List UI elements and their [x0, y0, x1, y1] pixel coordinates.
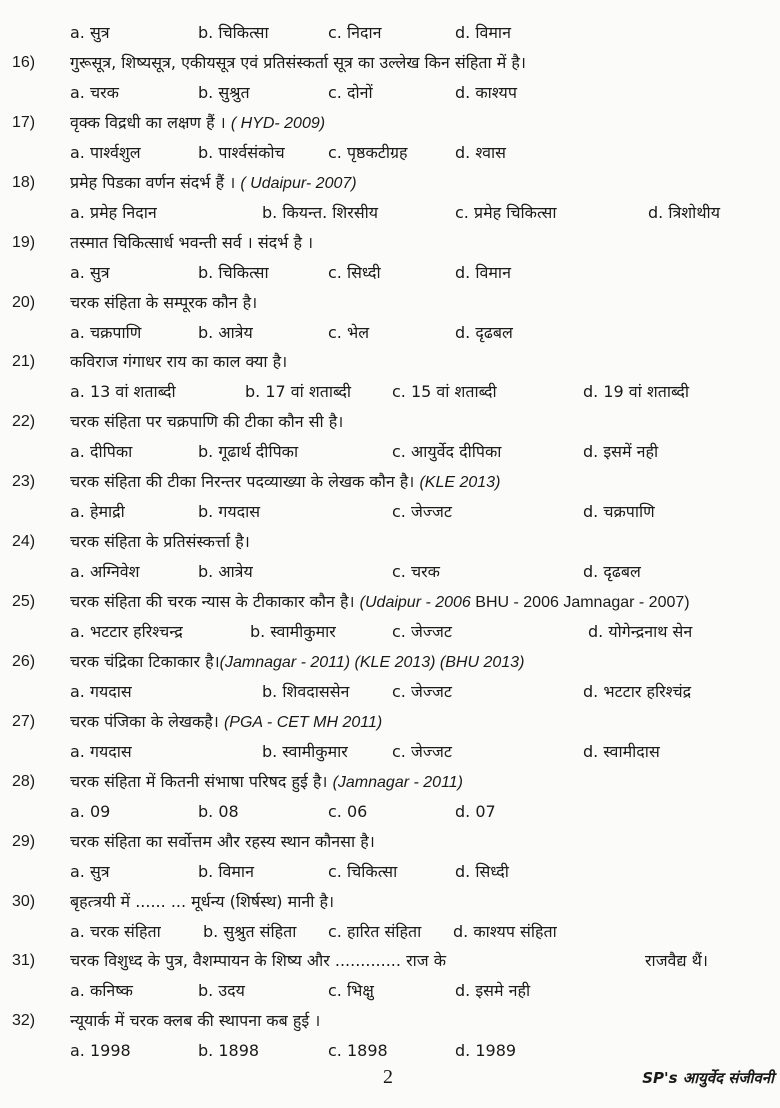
answer-option: b. 08 — [198, 801, 239, 821]
answer-option: b. सुश्रुत संहिता — [203, 921, 297, 941]
question-number: 28) — [12, 772, 36, 790]
exam-reference: (Jamnagar - 2011) (KLE 2013) (BHU 2013) — [219, 653, 525, 671]
question-body: न्यूयार्क में चरक क्लब की स्थापना कब हुई । — [70, 1011, 321, 1031]
answer-option: c. भेल — [328, 322, 370, 342]
answer-option: b. विमान — [198, 861, 254, 881]
answer-option: b. स्वामीकुमार — [262, 741, 348, 761]
answer-option: b. आत्रेय — [198, 562, 253, 582]
answer-option: d. 19 वां शताब्दी — [583, 382, 690, 402]
question-number: 30) — [12, 892, 36, 910]
answer-option: c. आयुर्वेद दीपिका — [392, 442, 502, 462]
answer-option: d. चक्रपाणि — [583, 502, 655, 522]
question-row — [0, 48, 780, 78]
exam-reference: (KLE 2013) — [419, 474, 501, 492]
options-row — [0, 737, 780, 767]
options-row — [0, 797, 780, 827]
question-row — [0, 647, 780, 677]
answer-option: d. इसमे नही — [455, 981, 531, 1001]
answer-option: b. आत्रेय — [198, 322, 253, 342]
answer-option: c. हारित संहिता — [328, 921, 422, 941]
options-row — [0, 437, 780, 467]
options-row — [0, 617, 780, 647]
answer-option: a. पार्श्वशुल — [70, 142, 141, 162]
answer-option: a. 09 — [70, 801, 111, 821]
answer-option: d. सिध्दी — [455, 861, 509, 881]
options-row — [0, 78, 780, 108]
question-text — [70, 288, 257, 318]
question-row — [0, 887, 780, 917]
answer-option: a. अग्निवेश — [70, 562, 140, 582]
question-number: 18) — [12, 173, 36, 191]
answer-option: a. प्रमेह निदान — [70, 202, 157, 222]
answer-option: c. चरक — [392, 562, 440, 582]
question-row — [0, 168, 780, 198]
options-row — [0, 198, 780, 228]
question-number: 21) — [12, 353, 36, 371]
question-row — [0, 827, 780, 857]
question-row — [0, 228, 780, 258]
answer-option: d. काश्यप संहिता — [453, 921, 557, 941]
question-text — [70, 407, 343, 437]
answer-option: c. निदान — [328, 23, 382, 42]
answer-option: c. दोनों — [328, 82, 373, 102]
answer-option: c. भिक्षु — [328, 981, 374, 1001]
question-row — [0, 527, 780, 557]
answer-option: d. 07 — [455, 801, 496, 821]
answer-option: a. 13 वां शताब्दी — [70, 382, 176, 402]
question-number: 23) — [12, 473, 36, 491]
answer-option: b. 17 वां शताब्दी — [245, 382, 352, 402]
question-body: चरक संहिता की टीका निरन्तर पदव्याख्या के लेखक कौन है। — [70, 472, 420, 492]
question-number: 27) — [12, 712, 36, 730]
question-number: 22) — [12, 413, 36, 431]
answer-option: b. कियन्त. शिरसीय — [262, 202, 379, 222]
question-text — [70, 527, 250, 557]
options-row — [0, 976, 780, 1006]
answer-option: c. चिकित्सा — [328, 861, 398, 881]
question-number: 24) — [12, 533, 36, 551]
question-number: 25) — [12, 593, 36, 611]
question-row — [0, 767, 780, 797]
answer-option: b. चिकित्सा — [198, 262, 269, 282]
answer-option: c. जेज्जट — [392, 622, 452, 641]
question-number: 26) — [12, 652, 36, 670]
question-text-tail: राजवैद्य थैं। — [645, 951, 708, 971]
answer-option: b. शिवदाससेन — [262, 681, 350, 701]
answer-option: d. विमान — [455, 262, 511, 282]
answer-option: d. दृढबल — [455, 322, 513, 342]
options-row — [0, 318, 780, 348]
question-body: बृहत्त्रयी में ...... ... मूर्धन्य (शिर्षस्थ) मानी है। — [70, 891, 335, 911]
question-text — [70, 827, 375, 857]
question-body: चरक संहिता की चरक न्यास के टीकाकार कौन है। — [70, 592, 360, 612]
question-row — [0, 1006, 780, 1036]
question-number: 19) — [12, 233, 36, 251]
answer-option: a. सुत्र — [70, 23, 110, 42]
answer-option: c. 15 वां शताब्दी — [392, 382, 497, 402]
question-body: चरक संहिता में कितनी संभाषा परिषद हुई है। — [70, 771, 333, 791]
question-text — [70, 647, 524, 678]
question-row — [0, 467, 780, 497]
answer-option: a. कनिष्क — [70, 981, 133, 1001]
answer-option: a. चरक — [70, 82, 119, 102]
question-body: चरक संहिता के सम्पूरक कौन है। — [70, 292, 258, 312]
answer-option: a. हेमाद्री — [70, 502, 125, 522]
question-text — [70, 48, 526, 78]
options-row — [0, 917, 780, 947]
question-row — [0, 587, 780, 617]
question-body: चरक संहिता के प्रतिसंस्कर्त्ता है। — [70, 532, 250, 552]
answer-option: c. 1898 — [328, 1041, 388, 1061]
question-body: चरक चंद्रिका टिकाकार है। — [70, 651, 220, 671]
question-number: 32) — [12, 1012, 36, 1030]
exam-reference: ( Udaipur- 2007) — [240, 174, 357, 192]
options-row — [0, 557, 780, 587]
answer-option: c. जेज्जट — [392, 502, 452, 522]
exam-reference-extra: BHU - 2006 Jamnagar - 2007) — [470, 594, 690, 612]
answer-option: d. 1989 — [455, 1041, 517, 1061]
answer-option: a. सुत्र — [70, 861, 110, 881]
question-body: चरक संहिता पर चक्रपाणि की टीका कौन सी है। — [70, 412, 344, 432]
options-row — [0, 377, 780, 407]
answer-option: d. योगेन्द्रनाथ सेन — [588, 622, 693, 641]
question-text — [70, 347, 287, 377]
question-text — [70, 228, 313, 258]
question-text — [70, 467, 500, 498]
answer-option: c. 06 — [328, 801, 368, 821]
answer-option: a. दीपिका — [70, 442, 133, 462]
answer-option: a. 1998 — [70, 1041, 131, 1061]
answer-option: a. भटटार हरिश्चन्द्र — [70, 622, 183, 641]
options-row — [0, 857, 780, 887]
question-body: वृक्क विद्रधी का लक्षण हैं । — [70, 112, 231, 132]
answer-option: b. सुश्रुत — [198, 82, 250, 102]
answer-option: b. पार्श्वसंकोच — [198, 142, 285, 162]
answer-option: b. स्वामीकुमार — [250, 622, 336, 641]
answer-option: a. गयदास — [70, 741, 132, 761]
options-row — [0, 497, 780, 527]
answer-option: d. श्वास — [455, 142, 506, 162]
exam-reference: ( HYD- 2009) — [230, 114, 326, 132]
question-body: गुरूसूत्र, शिष्यसूत्र, एकीयसूत्र एवं प्रतिसंस्कर्ता सूत्र का उल्लेख किन संहिता में है। — [70, 52, 526, 72]
question-body: चरक पंजिका के लेखकहै। — [70, 711, 224, 731]
answer-option: a. चरक संहिता — [70, 921, 161, 941]
question-row — [0, 946, 780, 976]
question-row — [0, 108, 780, 138]
answer-option: b. उदय — [198, 981, 245, 1001]
question-text — [70, 587, 690, 618]
answer-option: a. चक्रपाणि — [70, 322, 142, 342]
question-row — [0, 407, 780, 437]
question-number: 17) — [12, 113, 36, 131]
answer-option: b. चिकित्सा — [198, 23, 269, 42]
exam-reference: (Jamnagar - 2011) — [332, 773, 464, 791]
question-text — [70, 1006, 320, 1036]
question-number: 29) — [12, 832, 36, 850]
question-row — [0, 288, 780, 318]
answer-option: d. स्वामीदास — [583, 741, 660, 761]
answer-option: b. 1898 — [198, 1041, 260, 1061]
answer-option: c. जेज्जट — [392, 741, 452, 761]
question-number: 31) — [12, 952, 36, 970]
options-row — [0, 138, 780, 168]
options-row — [0, 258, 780, 288]
answer-option: c. जेज्जट — [392, 681, 452, 701]
question-text — [70, 168, 357, 199]
options-row — [0, 1036, 780, 1066]
question-text — [70, 767, 463, 798]
question-body: चरक संहिता का सर्वोत्तम और रहस्य स्थान कौनसा है। — [70, 831, 375, 851]
answer-option: d. दृढबल — [583, 562, 641, 582]
question-row — [0, 347, 780, 377]
question-number: 16) — [12, 53, 36, 71]
question-text — [70, 887, 334, 917]
question-text — [70, 108, 325, 139]
answer-option: a. सुत्र — [70, 262, 110, 282]
answer-option: d. विमान — [455, 23, 511, 42]
answer-option: c. पृष्ठकटीग्रह — [328, 142, 408, 162]
answer-option: c. प्रमेह चिकित्सा — [455, 202, 557, 222]
question-text — [70, 946, 446, 976]
exam-reference: (PGA - CET MH 2011) — [223, 713, 383, 731]
question-row — [0, 707, 780, 737]
options-row — [0, 677, 780, 707]
page-number: 2 — [383, 1066, 393, 1088]
answer-option: d. इसमें नही — [583, 442, 659, 462]
question-number: 20) — [12, 293, 36, 311]
answer-option: b. गयदास — [198, 502, 261, 522]
answer-option: d. त्रिशोथीय — [648, 202, 720, 222]
question-text — [70, 707, 382, 738]
exam-reference: (Udaipur - 2006 — [359, 594, 471, 612]
question-body: प्रमेह पिडका वर्णन संदर्भ हैं । — [70, 172, 241, 192]
question-body: तस्मात चिकित्सार्ध भवन्ती सर्व । संदर्भ है । — [70, 232, 314, 252]
question-body: कविराज गंगाधर राय का काल क्या है। — [70, 352, 288, 372]
answer-option: b. गूढार्थ दीपिका — [198, 442, 299, 462]
answer-option: d. काश्यप — [455, 82, 517, 102]
answer-option: c. सिध्दी — [328, 262, 381, 282]
options-row — [0, 18, 780, 48]
brand-footer: SP's आयुर्वेद संजीवनी — [642, 1069, 774, 1087]
question-body: चरक विशुध्द के पुत्र, वैशम्पायन के शिष्य और ............. राज के — [70, 951, 446, 971]
answer-option: a. गयदास — [70, 681, 132, 701]
answer-option: d. भटटार हरिश्चंद्र — [583, 681, 692, 701]
